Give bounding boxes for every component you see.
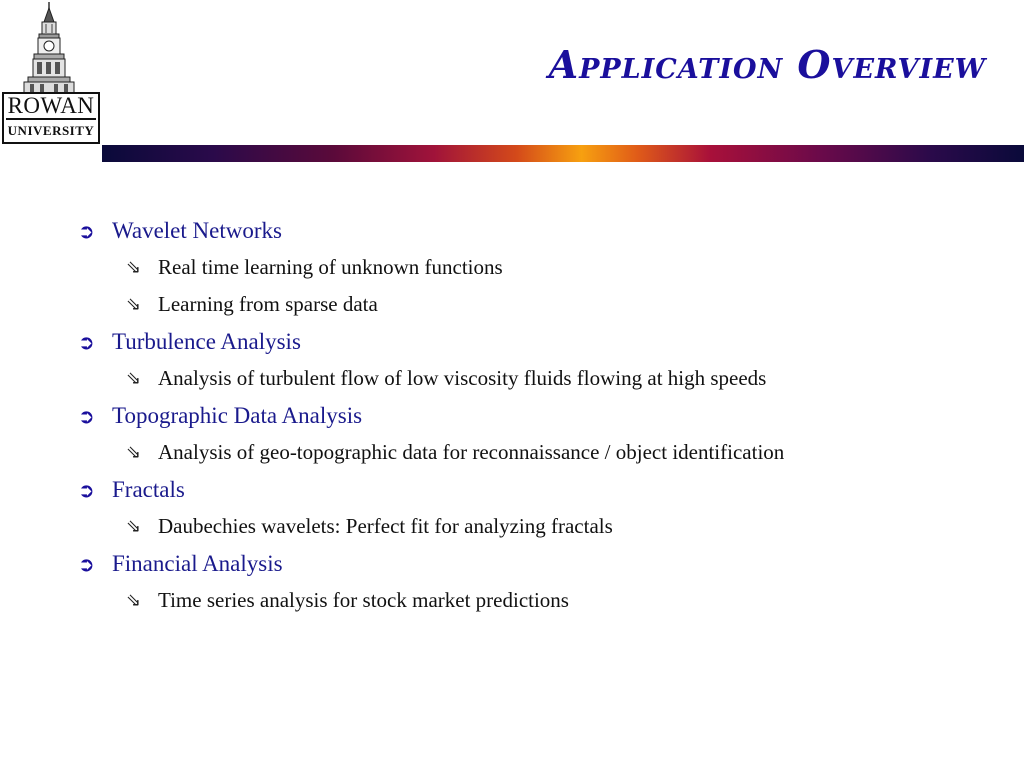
logo-line-rowan: ROWAN bbox=[7, 93, 95, 118]
bullet-label: Financial Analysis bbox=[112, 550, 283, 576]
bullet-label: Topographic Data Analysis bbox=[112, 402, 363, 428]
bullet-item bbox=[78, 212, 978, 249]
logo-wordmark bbox=[2, 92, 100, 144]
sub-bullet-item bbox=[78, 582, 978, 619]
hollow-arrow-icon: ⇘ bbox=[126, 294, 142, 315]
bullet-item bbox=[78, 471, 978, 508]
bullet-item bbox=[78, 323, 978, 360]
arrow-right-circle-icon: ➲ bbox=[78, 477, 95, 502]
bullet-list bbox=[78, 212, 978, 619]
bullet-label: Fractals bbox=[112, 476, 185, 502]
sub-bullet-label: Learning from sparse data bbox=[158, 292, 378, 316]
bullet-item bbox=[78, 397, 978, 434]
logo-line-university: UNIVERSITY bbox=[7, 123, 95, 138]
sub-bullet-label: Analysis of turbulent flow of low viscosity fluids flowing at high speeds bbox=[158, 366, 767, 390]
hollow-arrow-icon: ⇘ bbox=[126, 368, 142, 389]
bullet-label: Wavelet Networks bbox=[112, 217, 282, 243]
hollow-arrow-icon: ⇘ bbox=[126, 590, 142, 611]
sub-bullet-item bbox=[78, 508, 978, 545]
hollow-arrow-icon: ⇘ bbox=[126, 257, 142, 278]
bullet-label: Turbulence Analysis bbox=[112, 328, 301, 354]
sub-bullet-label: Analysis of geo-topographic data for reconnaissance / object identification bbox=[158, 440, 785, 464]
arrow-right-circle-icon: ➲ bbox=[78, 551, 95, 576]
hollow-arrow-icon: ⇘ bbox=[126, 442, 142, 463]
rowan-university-logo bbox=[0, 0, 102, 146]
bullet-item bbox=[78, 545, 978, 582]
sub-bullet-label: Time series analysis for stock market predictions bbox=[158, 588, 569, 612]
arrow-right-circle-icon: ➲ bbox=[78, 403, 95, 428]
hollow-arrow-icon: ⇘ bbox=[126, 516, 142, 537]
sub-bullet-label: Real time learning of unknown functions bbox=[158, 255, 503, 279]
clock-tower-icon bbox=[0, 0, 102, 96]
sub-bullet-item bbox=[78, 434, 978, 471]
sub-bullet-label: Daubechies wavelets: Perfect fit for analyzing fractals bbox=[158, 514, 613, 538]
sub-bullet-item bbox=[78, 249, 978, 286]
arrow-right-circle-icon: ➲ bbox=[78, 329, 95, 354]
arrow-right-circle-icon: ➲ bbox=[78, 218, 95, 243]
sub-bullet-item bbox=[78, 286, 978, 323]
slide-title: Application Overview bbox=[548, 42, 986, 87]
sub-bullet-item bbox=[78, 360, 978, 397]
header-gradient-band bbox=[102, 145, 1024, 162]
